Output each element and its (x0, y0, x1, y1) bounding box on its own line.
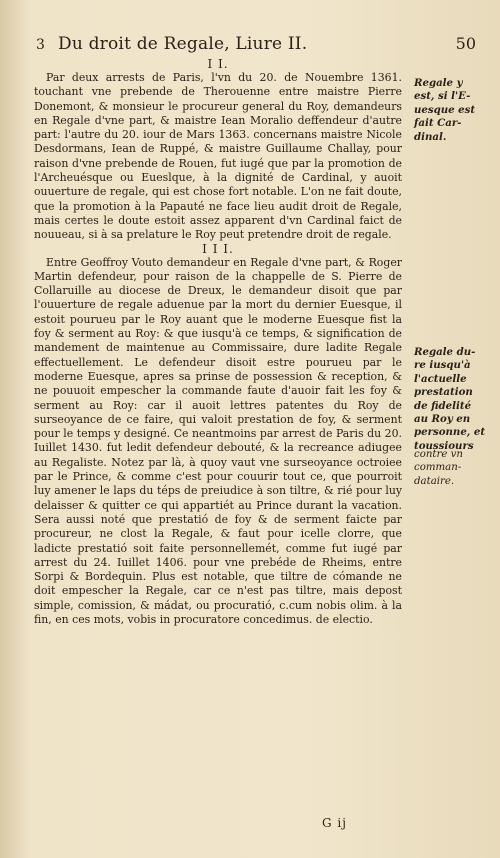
section-heading-ii: I I. (207, 57, 229, 71)
section-iii-paragraph: Entre Geoffroy Vouto demandeur en Regale d'vne part, & Roger Martin defendeur, pour raison de la chappelle de S. Pierre de Collaruille au diocese de Dreux, le demandeur disoit que par l'ouuerture de regale aduenue par la mort du dernier Euesque, il estoit pourueu par le Roy auant que le moderne Euesque fist la foy & serment au Roy: & que iusqu'à ce temps, & signification de mandement de maintenue au Commissaire, dure ladite Regale effectuellement. Le defendeur disoit estre pourueu par le moderne Euesque, apres sa prinse de possession & reception, & ne pouuoit empescher la commande faute d'auoir fait les foy & serment au Roy: car il auoit lettres patentes du Roy de surseoyance de ce faire, qui valoit prestation de foy, & serment pour le temps y designé. Ce neantmoins par arrest de Paris du 20. Iuillet 1430. fut ledit defendeur debouté, & la recreance adiugee au Regaliste. Notez par là, à quoy vaut vne surseoyance octroiee par le Prince, & comme c'est pour couurir tout ce, que pourroit luy amener le laps du téps de preiudice à son tiltre, & rié pour luy delaisser & quitter ce qui appartiét au Prince durant la vacation. Sera aussi noté que prestatió de foy & de serment faicte par procureur, ne clost la Regale, & faut pour icelle clorre, que ladicte prestatió soit faite personnellemét, comme fut iugé par arrest du 24. Iuillet 1406. pour vne prebéde de Rheims, entre Sorpi & Bordequin. Plus est notable, que tiltre de cómande ne doit empescher la Regale, car ce n'est pas tiltre, mais depost simple, comission, & mádat, ou procuratió, c.cum nobis olim. à la fin, en ces mots, vobis in procuratore concedimus. de electio. (34, 255, 402, 626)
marginal-line: au Roy en (414, 413, 471, 426)
marginal-line: prestation (414, 386, 473, 399)
marginal-line: est, si l'E- (414, 90, 471, 103)
marginal-line: fait Car- (414, 117, 462, 130)
running-header (36, 34, 476, 54)
marginal-line: toussiours (414, 439, 474, 452)
marginal-line: comman- (414, 462, 462, 474)
signature-mark: G ij (322, 816, 347, 830)
section-heading-iii: I I I. (202, 241, 234, 256)
marginal-line: Regale du- (414, 346, 476, 358)
leaf-number: 50 (455, 34, 476, 53)
marginal-line: Regale y (414, 77, 463, 89)
page-left-mark: 3 (36, 37, 45, 53)
running-title: Du droit de Regale, Liure II. (58, 34, 308, 54)
marginal-line: de fidelité (414, 399, 472, 412)
marginal-line: personne, et (414, 426, 486, 439)
marginal-line: contre vn (414, 449, 463, 460)
marginal-line: uesque est (414, 103, 476, 116)
marginal-note-2 (414, 346, 486, 453)
marginal-line: l'actuelle (414, 372, 467, 385)
marginal-line: dataire. (414, 475, 455, 487)
marginal-line: re iusqu'à (414, 359, 471, 372)
marginal-note-3 (414, 448, 486, 488)
main-text-column (34, 58, 402, 627)
section-ii-paragraph: Par deux arrests de Paris, l'vn du 20. de Nouembre 1361. touchant vne prebende de Therouenne entre maistre Pierre Donemont, & monsieur le procureur general du Roy, demandeurs en Regale d'vne part, & maistre Iean Moralio deffendeur d'autre part: l'autre du 20. iour de Mars 1363. concernans maistre Nicole Desdormans, Iean de Ruppé, & maistre Guillaume Challay, pour raison d'vne prebende de Rouen, fut iugé que par la promotion de l'Archeuésque ou Eueslque, à la dignité de Cardinal, y auoit ouuerture de regale, qui est chose fort notable. L'on ne fait doute, que la promotion à la Papauté ne face lieu audit droit de Regale, mais certes le doute estoit assez apparent d'vn Cardinal faict de nouueau, si à sa prelature le Roy peut pretendre droit de regale. (34, 71, 402, 242)
marginal-line: dinal. (414, 130, 447, 143)
marginal-note-1 (414, 77, 486, 144)
